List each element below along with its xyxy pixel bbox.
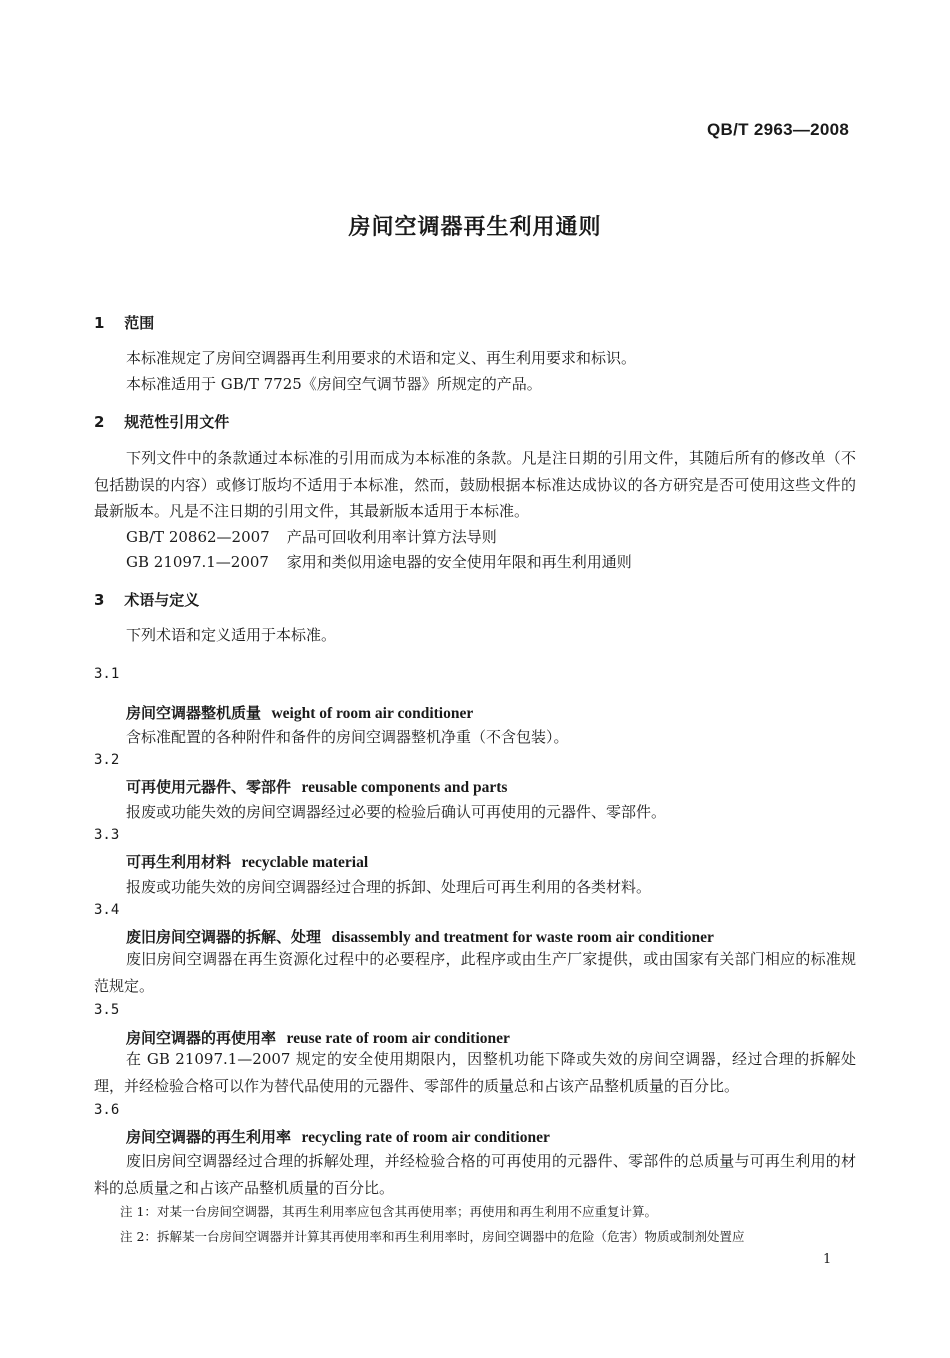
note-label: 注 2： [120, 1229, 157, 1244]
term-heading [126, 851, 368, 872]
section-number: 3 [94, 591, 105, 609]
term-definition: 报废或功能失效的房间空调器经过合理的拆卸、处理后可再生利用的各类材料。 [126, 878, 652, 896]
term-number: 3.3 [94, 827, 120, 843]
term-zh: 房间空调器的再使用率 [126, 1029, 277, 1047]
section-3-heading [94, 589, 199, 610]
term-number: 3.1 [94, 666, 120, 682]
section-number: 2 [94, 413, 105, 431]
paragraph: 下列术语和定义适用于本标准。 [126, 626, 337, 644]
section-title: 规范性引用文件 [124, 413, 230, 431]
term-number: 3.5 [94, 1002, 120, 1018]
section-number: 1 [94, 314, 105, 332]
term-en: recycling rate of room air conditioner [301, 1129, 550, 1146]
term-zh: 房间空调器的再生利用率 [126, 1128, 292, 1146]
term-number: 3.2 [94, 752, 120, 768]
standard-code: QB/T 2963—2008 [707, 120, 850, 139]
normative-reference [126, 526, 497, 547]
term-heading [126, 1027, 510, 1048]
note [120, 1227, 744, 1245]
term-en: recyclable material [241, 854, 369, 871]
page-number: 1 [823, 1252, 832, 1267]
term-zh: 可再生利用材料 [126, 853, 232, 871]
term-zh: 可再使用元器件、零部件 [126, 778, 292, 796]
term-number: 3.4 [94, 902, 120, 918]
term-en: disassembly and treatment for waste room air conditioner [331, 929, 714, 946]
term-definition: 在 GB 21097.1—2007 规定的安全使用期限内，因整机功能下降或失效的房间空调器，经过合理的拆解处理，并经检验合格可以作为替代品使用的元器件、零部件的质量总和占该产品整机质量的百分比。 [94, 1050, 856, 1095]
term-heading [126, 776, 507, 797]
normative-reference [126, 551, 632, 572]
note [120, 1202, 657, 1220]
reference-code: GB/T 20862—2007 [126, 528, 270, 546]
term-zh: 废旧房间空调器的拆解、处理 [126, 928, 322, 946]
term-en: weight of room air conditioner [271, 705, 474, 722]
term-en: reusable components and parts [301, 779, 508, 796]
section-title: 术语与定义 [124, 591, 200, 609]
term-number: 3.6 [94, 1102, 120, 1118]
term-definition: 报废或功能失效的房间空调器经过必要的检验后确认可再使用的元器件、零部件。 [126, 803, 667, 821]
note-text: 拆解某一台房间空调器并计算其再使用率和再生利用率时，房间空调器中的危险（危害）物质或制剂处置应 [156, 1229, 745, 1244]
note-text: 对某一台房间空调器，其再生利用率应包含其再使用率；再使用和再生利用不应重复计算。 [156, 1204, 657, 1219]
term-definition: 含标准配置的各种附件和备件的房间空调器整机净重（不含包装）。 [126, 728, 569, 746]
section-title: 范围 [124, 314, 155, 332]
term-heading [126, 702, 473, 723]
paragraph: 本标准适用于 GB/T 7725《房间空气调节器》所规定的产品。 [126, 375, 542, 393]
term-definition: 废旧房间空调器经过合理的拆解处理，并经检验合格的可再使用的元器件、零部件的总质量与可再生利用的材料的总质量之和占该产品整机质量的百分比。 [94, 1152, 856, 1197]
note-label: 注 1： [120, 1204, 157, 1219]
paragraph: 下列文件中的条款通过本标准的引用而成为本标准的条款。凡是注日期的引用文件，其随后所有的修改单（不包括勘误的内容）或修订版均不适用于本标准，然而，鼓励根据本标准达成协议的各方研究是否可使用这些文件的最新版本。凡是不注日期的引用文件，其最新版本适用于本标准。 [94, 449, 856, 520]
reference-title: 家用和类似用途电器的安全使用年限和再生利用通则 [286, 553, 632, 571]
term-heading [126, 1126, 550, 1147]
reference-title: 产品可回收利用率计算方法导则 [286, 528, 497, 546]
term-zh: 房间空调器整机质量 [126, 704, 262, 722]
document-title: 房间空调器再生利用通则 [348, 215, 602, 240]
reference-code: GB 21097.1—2007 [126, 553, 269, 571]
term-en: reuse rate of room air conditioner [286, 1030, 510, 1047]
term-definition: 废旧房间空调器在再生资源化过程中的必要程序，此程序或由生产厂家提供，或由国家有关部门相应的标准规范规定。 [94, 950, 856, 995]
term-heading [126, 926, 714, 947]
section-1-heading [94, 312, 154, 333]
paragraph: 本标准规定了房间空调器再生利用要求的术语和定义、再生利用要求和标识。 [126, 349, 637, 367]
section-2-heading [94, 411, 229, 432]
